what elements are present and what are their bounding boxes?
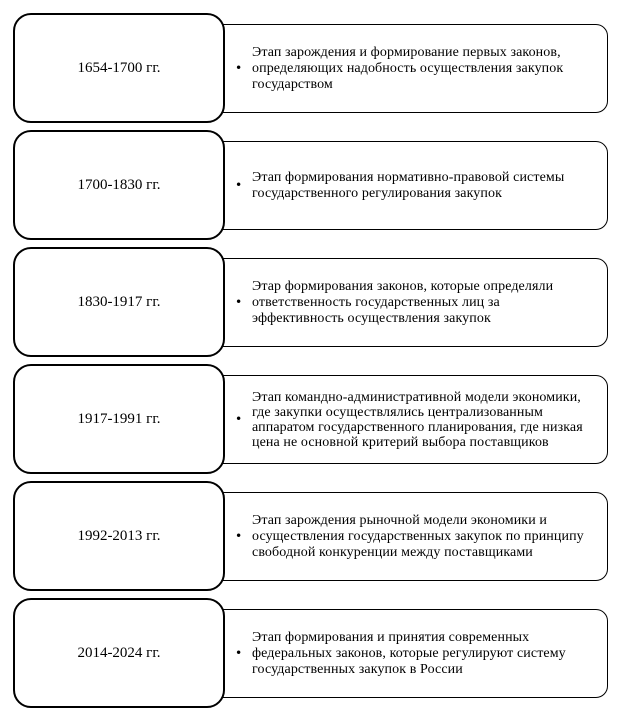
stage-row <box>0 364 624 479</box>
stage-row <box>0 598 624 713</box>
bullet-icon: • <box>236 411 242 427</box>
period-label: 1830-1917 гг. <box>77 293 161 310</box>
stage-row <box>0 481 624 596</box>
description-text: Этап формирования нормативно-правовой системы государственного регулирования закупок <box>252 169 565 201</box>
period-label: 1917-1991 гг. <box>77 410 161 427</box>
description-box <box>205 258 608 347</box>
bullet-icon: • <box>236 294 242 310</box>
period-label: 1654-1700 гг. <box>77 59 161 76</box>
description-box <box>205 375 608 464</box>
period-box <box>13 481 225 591</box>
description-text: Этап зарождения и формирование первых законов, определяющих надобность осуществления закупок государством <box>252 44 564 92</box>
period-box <box>13 130 225 240</box>
bullet-icon: • <box>236 177 242 193</box>
period-label: 2014-2024 гг. <box>77 644 161 661</box>
bullet-icon: • <box>236 528 242 544</box>
period-box <box>13 598 225 708</box>
description-text: Этап командно-административной модели экономики, где закупки осуществлялись централизованным аппаратом государственного планирования, где низкая цена не основной критерий выбора поставщиков <box>252 389 583 450</box>
bullet-icon: • <box>236 645 242 661</box>
description-box <box>205 492 608 581</box>
period-box <box>13 364 225 474</box>
period-box <box>13 247 225 357</box>
description-text: Этар формирования законов, которые определяли ответственность государственных лиц за эффективность осуществления закупок <box>252 278 554 326</box>
stage-row <box>0 130 624 245</box>
description-text: Этап формирования и принятия современных федеральных законов, которые регулируют систему государственных закупок в России <box>252 629 566 677</box>
period-box <box>13 13 225 123</box>
description-text: Этап зарождения рыночной модели экономики и осуществления государственных закупок по принципу свободной конкуренции между поставщиками <box>252 512 584 560</box>
description-box <box>205 141 608 230</box>
stage-row <box>0 13 624 128</box>
description-box <box>205 24 608 113</box>
stage-row <box>0 247 624 362</box>
bullet-icon: • <box>236 60 242 76</box>
period-label: 1992-2013 гг. <box>77 527 161 544</box>
description-box <box>205 609 608 698</box>
period-label: 1700-1830 гг. <box>77 176 161 193</box>
